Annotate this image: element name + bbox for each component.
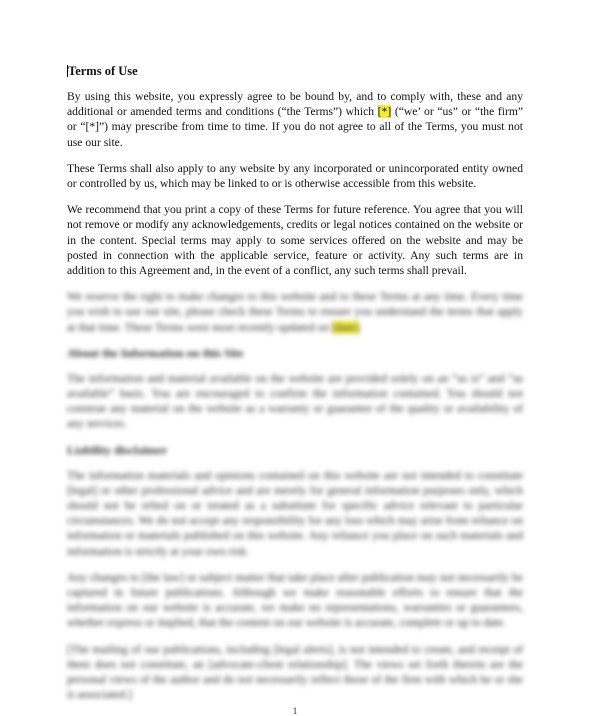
document-title — [67, 64, 523, 79]
blurred-paragraph-changes: Any changes to [the law] or subject matter that take place after publication may not necessarily be captured in future publications. Although we make reasonable efforts to ensure that the information on our website is accurate, we make no representations, warranties or guarantees, whether express or implied, that the content on our website is accurate, complete or up to date. — [67, 570, 523, 630]
intro-paragraph-2: These Terms shall also apply to any website by any incorporated or unincorporated entity owned or controlled by us, which may be linked to or is otherwise accessible from this website. — [67, 161, 523, 191]
heading-about-information: About the Information on this Site — [67, 345, 244, 360]
intro-paragraph-3: We recommend that you print a copy of these Terms for future reference. You agree that you will not remove or modify any acknowledgements, credits or legal notices contained on the website or in the content. Special terms may apply to some services offered on the website and may be posted in connection with the applicable service, feature or activity. Any such terms are in addition to this Agreement and, in the event of a conflict, any such terms shall prevail. — [67, 203, 523, 278]
intro-p1-text-b: (“we’ or “us” or “the firm” or “[*]”) may prescribe from time to time. If you do not agree to all of the Terms, you must not use our site. — [67, 105, 523, 149]
updates-text-a: We reserve the right to make changes to this website and to these Terms at any time. Every time you wish to use our site, please check these Terms to ensure you understand the terms that apply at that time. These Terms were most recently updated on — [67, 290, 523, 334]
blurred-paragraph-about: The information and material available on the website are provided solely on an “as is” and “as available” basis. You are encouraged to confirm the information contained. You should not construe any material on the website as a warranty or guarantee of the quality or availability of any services. — [67, 371, 523, 431]
blurred-paragraph-liability: The information materials and opinions contained on this website are not intended to constitute [legal] or other professional advice and are merely for general information purposes only, which should not be relied on or treated as a substitute for specific advice relevant to particular circumstances. We do not accept any responsibility for any loss which may arise from reliance on information or materials published on this website. Any reliance you place on such materials and information is strictly at your own risk. — [67, 468, 523, 558]
blurred-paragraph-updates — [67, 289, 523, 335]
highlight-date: [date] — [332, 320, 360, 334]
intro-p1-text-a: By using this website, you expressly agree to be bound by, and to comply with, these and any additional or amended terms and conditions (“the Terms”) which — [67, 90, 523, 119]
highlight-placeholder: [*] — [377, 105, 392, 119]
blurred-section — [67, 289, 523, 702]
page-number: 1 — [292, 706, 298, 716]
blurred-paragraph-publications: [The mailing of our publications, including [legal alerts], is not intended to create, and receipt of them does not constitute, an [advocate-client relationship]. The views set forth therein are the personal views of the author and do not necessarily reflect those of the firm with which he or she is associated.] — [67, 642, 523, 702]
title-text: Terms of Use — [68, 64, 138, 78]
intro-paragraph-1 — [67, 89, 523, 150]
heading-liability-disclaimer: Liability disclaimer — [67, 442, 168, 457]
document-body — [67, 64, 523, 714]
updates-text-b: . — [359, 320, 362, 334]
